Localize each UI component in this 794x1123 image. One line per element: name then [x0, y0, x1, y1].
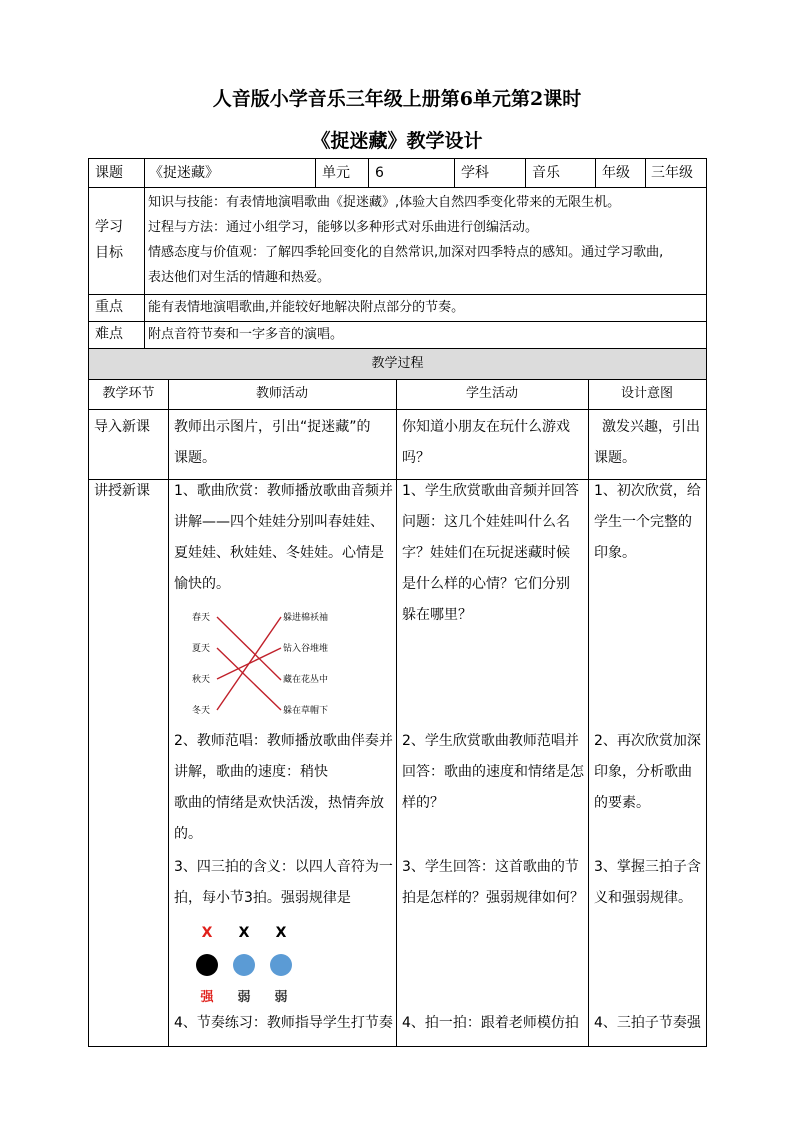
unit-label: 单元 [322, 165, 350, 181]
document-subtitle: 《捉迷藏》教学设计 [311, 130, 483, 152]
place-cotton-sleeve: 躲进棉袄袖 [283, 613, 329, 623]
beat-x-strong: X [201, 925, 213, 941]
season-winter: 冬天 [192, 706, 211, 716]
place-flowers: 藏在花丛中 [283, 675, 329, 685]
match-line-winter [217, 617, 281, 710]
teacher-step-4: 4、节奏练习：教师指导学生打节奏 [174, 1015, 393, 1031]
place-straw-hat: 躲在草帽下 [283, 706, 329, 716]
season-autumn: 秋天 [192, 675, 211, 685]
place-grain-pile: 钻入谷堆堆 [283, 644, 329, 654]
student-step-4: 4、拍一拍：跟着老师模仿拍 [402, 1015, 579, 1031]
grade-value: 三年级 [651, 165, 693, 181]
col-intent: 设计意图 [620, 386, 673, 401]
lecture-stage: 讲授新课 [94, 483, 150, 499]
objective-knowledge: 知识与技能：有表情地演唱歌曲《捉迷藏》,体验大自然四季变化带来的无限生机。 [148, 195, 621, 210]
intent-step-2: 2、再次欣赏加深 印象，分析歌曲 的要素。 [594, 733, 701, 811]
objectives-text [148, 190, 704, 290]
key-point-label: 重点 [95, 299, 123, 315]
topic-label: 课题 [95, 165, 123, 181]
season-spring: 春天 [192, 613, 211, 623]
col-stage: 教学环节 [102, 386, 155, 401]
intro-teacher: 教师出示图片，引出“捉迷藏”的 课题。 [174, 419, 371, 466]
season-summer: 夏天 [192, 644, 211, 654]
subject-value: 音乐 [532, 165, 560, 181]
grade-label: 年级 [602, 165, 630, 181]
intent-step-1: 1、初次欣赏，给 学生一个完整的 印象。 [594, 483, 701, 561]
teacher-step-1: 1、歌曲欣赏：教师播放歌曲音频并 讲解——四个娃娃分别叫春娃娃、 夏娃娃、秋娃娃、冬娃娃。心情是 愉快的。 [174, 483, 393, 592]
beat-dot-strong [196, 954, 218, 976]
season-matching-diagram [184, 604, 344, 724]
beat-label-weak-2: 弱 [274, 990, 288, 1005]
subject-label: 学科 [461, 165, 489, 181]
intent-step-4: 4、三拍子节奏强 [594, 1015, 701, 1031]
difficulty-label: 难点 [95, 326, 123, 342]
beat-dot-weak-1 [233, 954, 255, 976]
intro-stage: 导入新课 [94, 419, 150, 435]
match-line-spring [217, 617, 281, 680]
student-step-3: 3、学生回答：这首歌曲的节 拍是怎样的？强弱规律如何？ [402, 859, 584, 906]
beat-x-weak-2: X [275, 925, 287, 941]
teacher-step-3: 3、四三拍的含义：以四人音符为一 拍，每小节3拍。强弱规律是 [174, 859, 393, 906]
intent-step-3: 3、掌握三拍子含 义和强弱规律。 [594, 859, 701, 906]
beat-label-strong: 强 [200, 990, 214, 1005]
student-step-1: 1、学生欣赏歌曲音频并回答 问题：这几个娃娃叫什么名 字？娃娃们在玩捉迷藏时候 是什么样的心情？它们分别 躲在哪里？ [402, 483, 579, 623]
student-step-2: 2、学生欣赏歌曲教师范唱并 回答：歌曲的速度和情绪是怎 样的？ [402, 733, 584, 811]
objective-attitude-cont: 表达他们对生活的情趣和热爱。 [148, 270, 331, 285]
beat-pattern-diagram [189, 921, 309, 1007]
process-header: 教学过程 [371, 356, 424, 371]
intro-student: 你知道小朋友在玩什么游戏 吗？ [402, 419, 570, 466]
document-title: 人音版小学音乐三年级上册第6单元第2课时 [212, 88, 582, 110]
beat-dot-weak-2 [270, 954, 292, 976]
lesson-plan-table [88, 158, 707, 1047]
objective-attitude: 情感态度与价值观：了解四季轮回变化的自然常识,加深对四季特点的感知。通过学习歌曲, [148, 245, 664, 260]
teacher-step-2: 2、教师范唱：教师播放歌曲伴奏并 讲解，歌曲的速度：稍快 歌曲的情绪是欢快活泼，热情奔放 的。 [174, 733, 393, 842]
key-point-text: 能有表情地演唱歌曲,并能较好地解决附点部分的节奏。 [148, 300, 465, 315]
unit-value: 6 [375, 165, 384, 181]
col-teacher: 教师活动 [255, 386, 308, 401]
beat-label-weak-1: 弱 [237, 990, 251, 1005]
objective-process: 过程与方法：通过小组学习，能够以多种形式对乐曲进行创编活动。 [148, 220, 539, 235]
difficulty-text: 附点音符节奏和一字多音的演唱。 [148, 327, 344, 342]
intro-intent: 激发兴趣，引出 课题。 [594, 419, 700, 466]
topic-value: 《捉迷藏》 [149, 165, 219, 181]
match-line-summer [217, 648, 281, 710]
objectives-label: 学习 目标 [95, 219, 123, 261]
col-student: 学生活动 [465, 386, 518, 401]
beat-x-weak-1: X [238, 925, 250, 941]
